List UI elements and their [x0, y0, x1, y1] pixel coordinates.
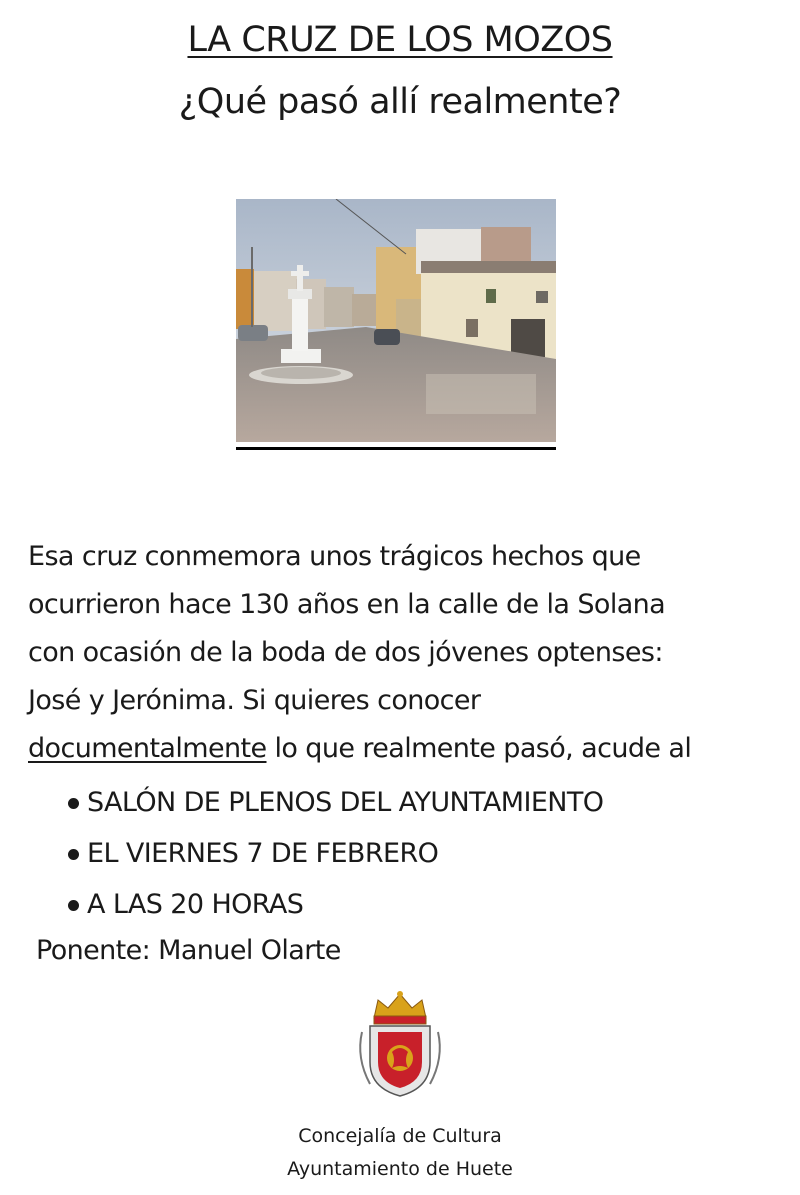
photo-underline-rule: [236, 447, 556, 450]
poster-subtitle: ¿Qué pasó allí realmente?: [178, 82, 622, 122]
description-line: ocurrieron hace 130 años en la calle de la Solana: [28, 589, 666, 620]
list-item: [68, 828, 603, 879]
event-time: A LAS 20 HORAS: [87, 889, 304, 920]
description-line: Esa cruz conmemora unos trágicos hechos que: [28, 541, 641, 572]
poster-title: LA CRUZ DE LOS MOZOS: [187, 20, 613, 60]
street-photo: [236, 199, 556, 442]
bullet-icon: [68, 900, 79, 911]
emphasized-word: documentalmente: [28, 733, 267, 764]
event-details-list: [68, 777, 603, 930]
bullet-icon: [68, 849, 79, 860]
description-line: lo que realmente pasó, acude al: [266, 733, 692, 764]
footer-department: Concejalía de Cultura: [298, 1125, 502, 1147]
description-paragraph: [28, 533, 788, 773]
speaker-line: Ponente: Manuel Olarte: [36, 935, 341, 966]
event-venue: SALÓN DE PLENOS DEL AYUNTAMIENTO: [87, 787, 604, 818]
footer-town-hall: Ayuntamiento de Huete: [287, 1158, 513, 1180]
bullet-icon: [68, 798, 79, 809]
description-line: con ocasión de la boda de dos jóvenes optenses:: [28, 637, 663, 668]
list-item: [68, 777, 603, 828]
event-date: EL VIERNES 7 DE FEBRERO: [87, 838, 439, 869]
town-crest-logo: [352, 988, 448, 1102]
list-item: [68, 879, 603, 930]
description-line: José y Jerónima. Si quieres conocer: [28, 685, 481, 716]
